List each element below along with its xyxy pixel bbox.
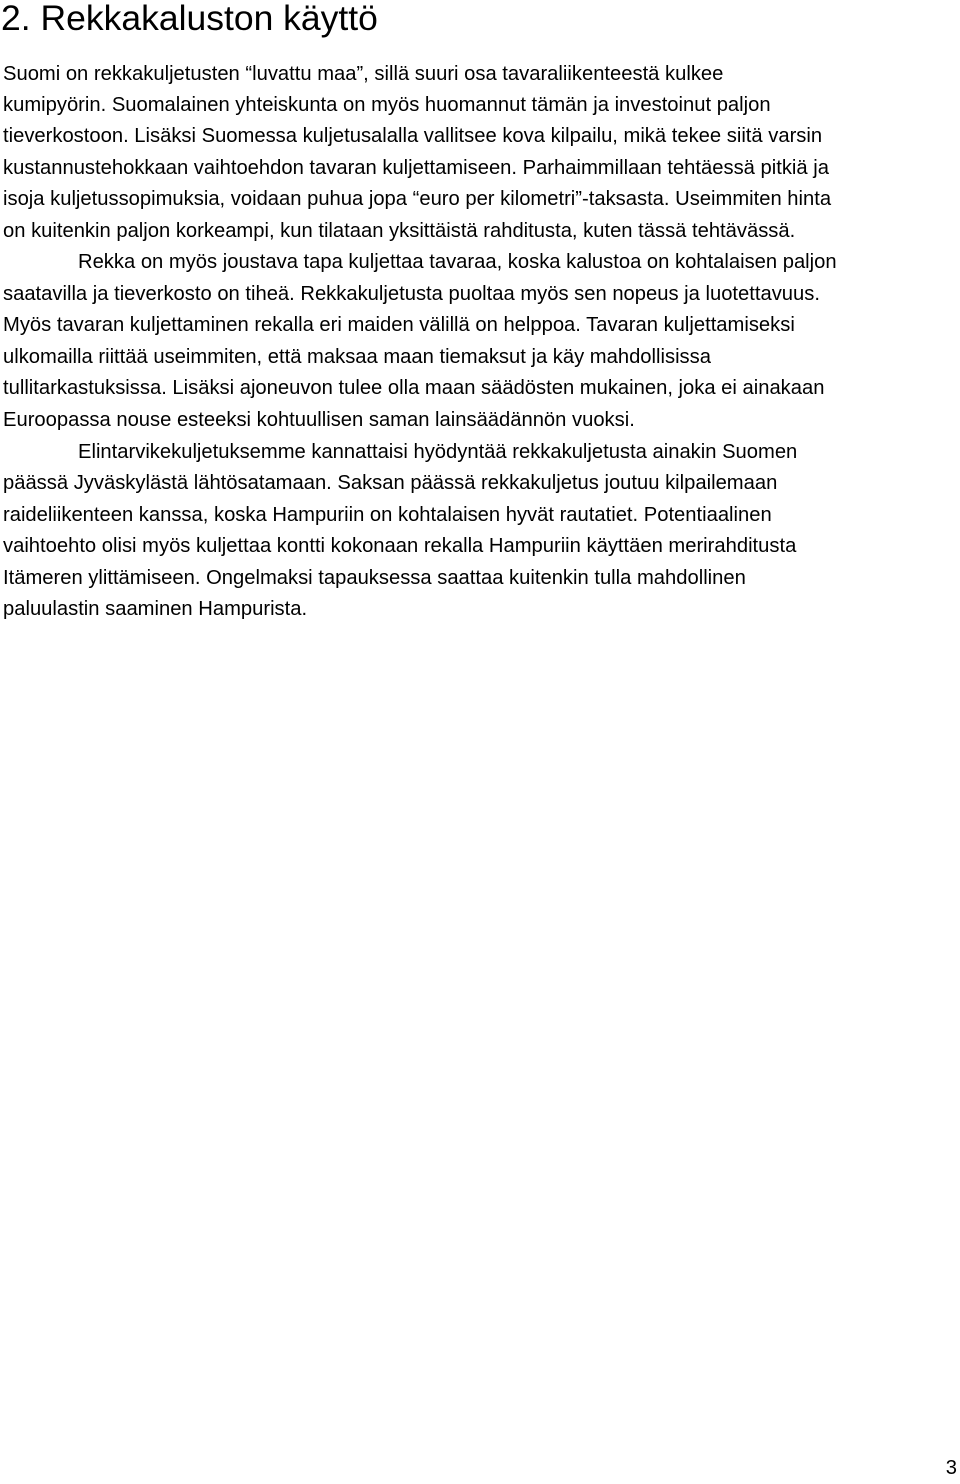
- body-line-13: Elintarvikekuljetuksemme kannattaisi hyödyntää rekkakuljetusta ainakin Suomen: [78, 441, 798, 463]
- body-line-16: vaihtoehto olisi myös kuljettaa kontti kokonaan rekalla Hampuriin käyttäen merirahditusta: [3, 535, 797, 557]
- body-line-2: kumipyörin. Suomalainen yhteiskunta on myös huomannut tämän ja investoinut paljon: [3, 94, 771, 116]
- body-line-8: saatavilla ja tieverkosto on tiheä. Rekkakuljetusta puoltaa myös sen nopeus ja luotettavuus.: [3, 283, 820, 305]
- body-line-10: ulkomailla riittää useimmiten, että maksaa maan tiemaksut ja käy mahdollisissa: [3, 346, 711, 368]
- body-line-15: raideliikenteen kanssa, koska Hampuriin on kohtalaisen hyvät rautatiet. Potentiaalinen: [3, 504, 772, 526]
- body-line-12: Euroopassa nouse esteeksi kohtuullisen saman lainsäädännön vuoksi.: [3, 409, 635, 431]
- body-line-18: paluulastin saaminen Hampurista.: [3, 598, 308, 620]
- body-line-11: tullitarkastuksissa. Lisäksi ajoneuvon tulee olla maan säädösten mukainen, joka ei ainakaan: [3, 377, 825, 399]
- body-line-17: Itämeren ylittämiseen. Ongelmaksi tapauksessa saattaa kuitenkin tulla mahdollinen: [3, 567, 746, 589]
- page-number: 3: [945, 1457, 957, 1479]
- body-line-6: on kuitenkin paljon korkeampi, kun tilataan yksittäistä rahditusta, kuten tässä tehtävässä.: [3, 220, 796, 242]
- body-line-3: tieverkostoon. Lisäksi Suomessa kuljetusalalla vallitsee kova kilpailu, mikä tekee siitä varsin: [3, 125, 823, 147]
- body-line-7: Rekka on myös joustava tapa kuljettaa tavaraa, koska kalustoa on kohtalaisen paljon: [78, 251, 837, 273]
- body-line-4: kustannustehokkaan vaihtoehdon tavaran kuljettamiseen. Parhaimmillaan tehtäessä pitkiä ja: [3, 157, 829, 179]
- body-line-9: Myös tavaran kuljettaminen rekalla eri maiden välillä on helppoa. Tavaran kuljettamiseksi: [3, 314, 795, 336]
- section-heading: 2. Rekkakaluston käyttö: [1, 0, 378, 38]
- body-line-14: päässä Jyväskylästä lähtösatamaan. Saksan päässä rekkakuljetus joutuu kilpailemaan: [3, 472, 778, 494]
- body-line-5: isoja kuljetussopimuksia, voidaan puhua jopa “euro per kilometri”-taksasta. Useimmiten hinta: [3, 188, 832, 210]
- body-line-1: Suomi on rekkakuljetusten “luvattu maa”, sillä suuri osa tavaraliikenteestä kulkee: [3, 63, 724, 85]
